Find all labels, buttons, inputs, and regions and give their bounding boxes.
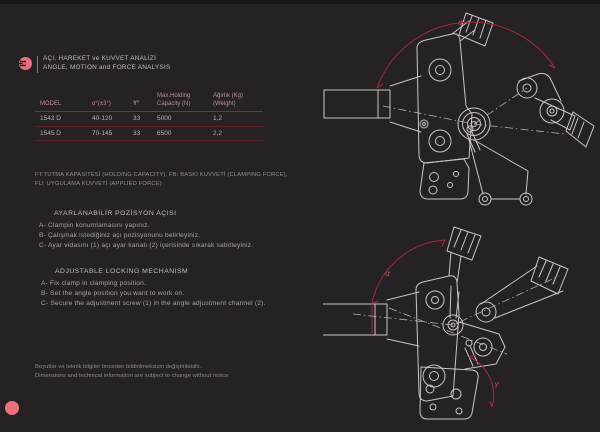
phantom-centerlines (383, 88, 565, 134)
instructions-tr-list (39, 221, 253, 251)
table-row (35, 127, 263, 142)
disclaimer-en: Dimensions and technical information are subject to change without notice (35, 373, 229, 379)
cell-weight: 1,2 (213, 115, 223, 122)
col-header-capacity: Max.Holding Capacity (N) (157, 93, 191, 107)
spec-table (35, 93, 263, 141)
cell-alpha: 40-120 (92, 115, 113, 122)
brand-logo-icon (19, 57, 32, 70)
cell-model: 1545 D (40, 129, 61, 137)
gamma-angle-arc (469, 355, 494, 407)
instruction-item: B- Çalışmak istediğiniz açı pozisyonunu belirleyiniz. (39, 232, 201, 239)
clamp-drawing-open-position (323, 8, 595, 213)
instructions-en-heading: ADJUSTABLE LOCKING MECHANISM (55, 268, 189, 275)
instructions-tr-heading: AYARLANABİLİR POZİSYON AÇISI (54, 210, 177, 217)
cell-gamma: 33 (133, 115, 141, 122)
alpha-angle-label: α (458, 18, 464, 27)
header-divider (37, 56, 38, 73)
col-header-gamma: Υ° (133, 100, 140, 107)
table-row (35, 112, 263, 127)
disclaimer-tr: Boyutlar ve teknik bilgiler önceden bildirilmeksizin değiştirilebilir. (35, 364, 201, 370)
cell-model: 1543 D (40, 115, 61, 122)
cell-alpha: 70-145 (92, 129, 113, 137)
cell-capacity: 5000 (157, 115, 172, 122)
page-title-en: ANGLE, MOTION and FORCE ANALYSIS (43, 63, 171, 71)
page-title-tr: AÇI, HAREKET ve KUVVET ANALİZİ (43, 55, 157, 62)
col-header-alpha: α°(±3°) (92, 100, 111, 107)
instruction-item: B- Set the angle position you want to work on. (41, 290, 185, 297)
alpha-angle-arc (372, 240, 445, 335)
cell-gamma: 33 (133, 129, 141, 137)
clamp-outline (324, 13, 594, 205)
disclaimer (35, 363, 229, 381)
instruction-item: A- Clampin konumlamasını yapınız. (39, 222, 150, 229)
note-line: FT:TUTMA KAPASİTESİ (HOLDING CAPACITY), FB: BASKI KUVVETİ (CLAMPING FORCE), (35, 172, 288, 178)
col-header-model: MODEL (40, 100, 62, 107)
page-header (19, 55, 171, 73)
page-number-badge (5, 401, 19, 415)
clamp-outline (323, 227, 568, 419)
instructions-en-list (41, 279, 266, 309)
instruction-item: C- Ayar vidasını (1) açı ayar kanalı (2) içerisinde sıkarak sabitleyiniz. (39, 242, 254, 249)
cell-weight: 2,2 (213, 129, 223, 137)
instruction-item: C- Secure the adjustment screw (1) in the angle adjustment channel (2). (41, 300, 266, 307)
alpha-angle-label: α (385, 269, 391, 278)
cell-capacity: 6500 (157, 129, 172, 137)
clamp-drawing-clamped-position (323, 226, 595, 424)
note-line: FU: UYGULAMA KUVVETİ (APPLIED FORCE) (35, 180, 162, 187)
col-header-weight: Ağırlık (Kg) (Weight) (213, 93, 244, 107)
instruction-item: A- Fix clamp in clamping position. (41, 280, 147, 287)
force-abbreviations-note (35, 171, 288, 188)
spec-table-header-row (35, 93, 263, 112)
page-top-strip (0, 0, 600, 4)
gamma-angle-label: Υ (494, 381, 499, 390)
